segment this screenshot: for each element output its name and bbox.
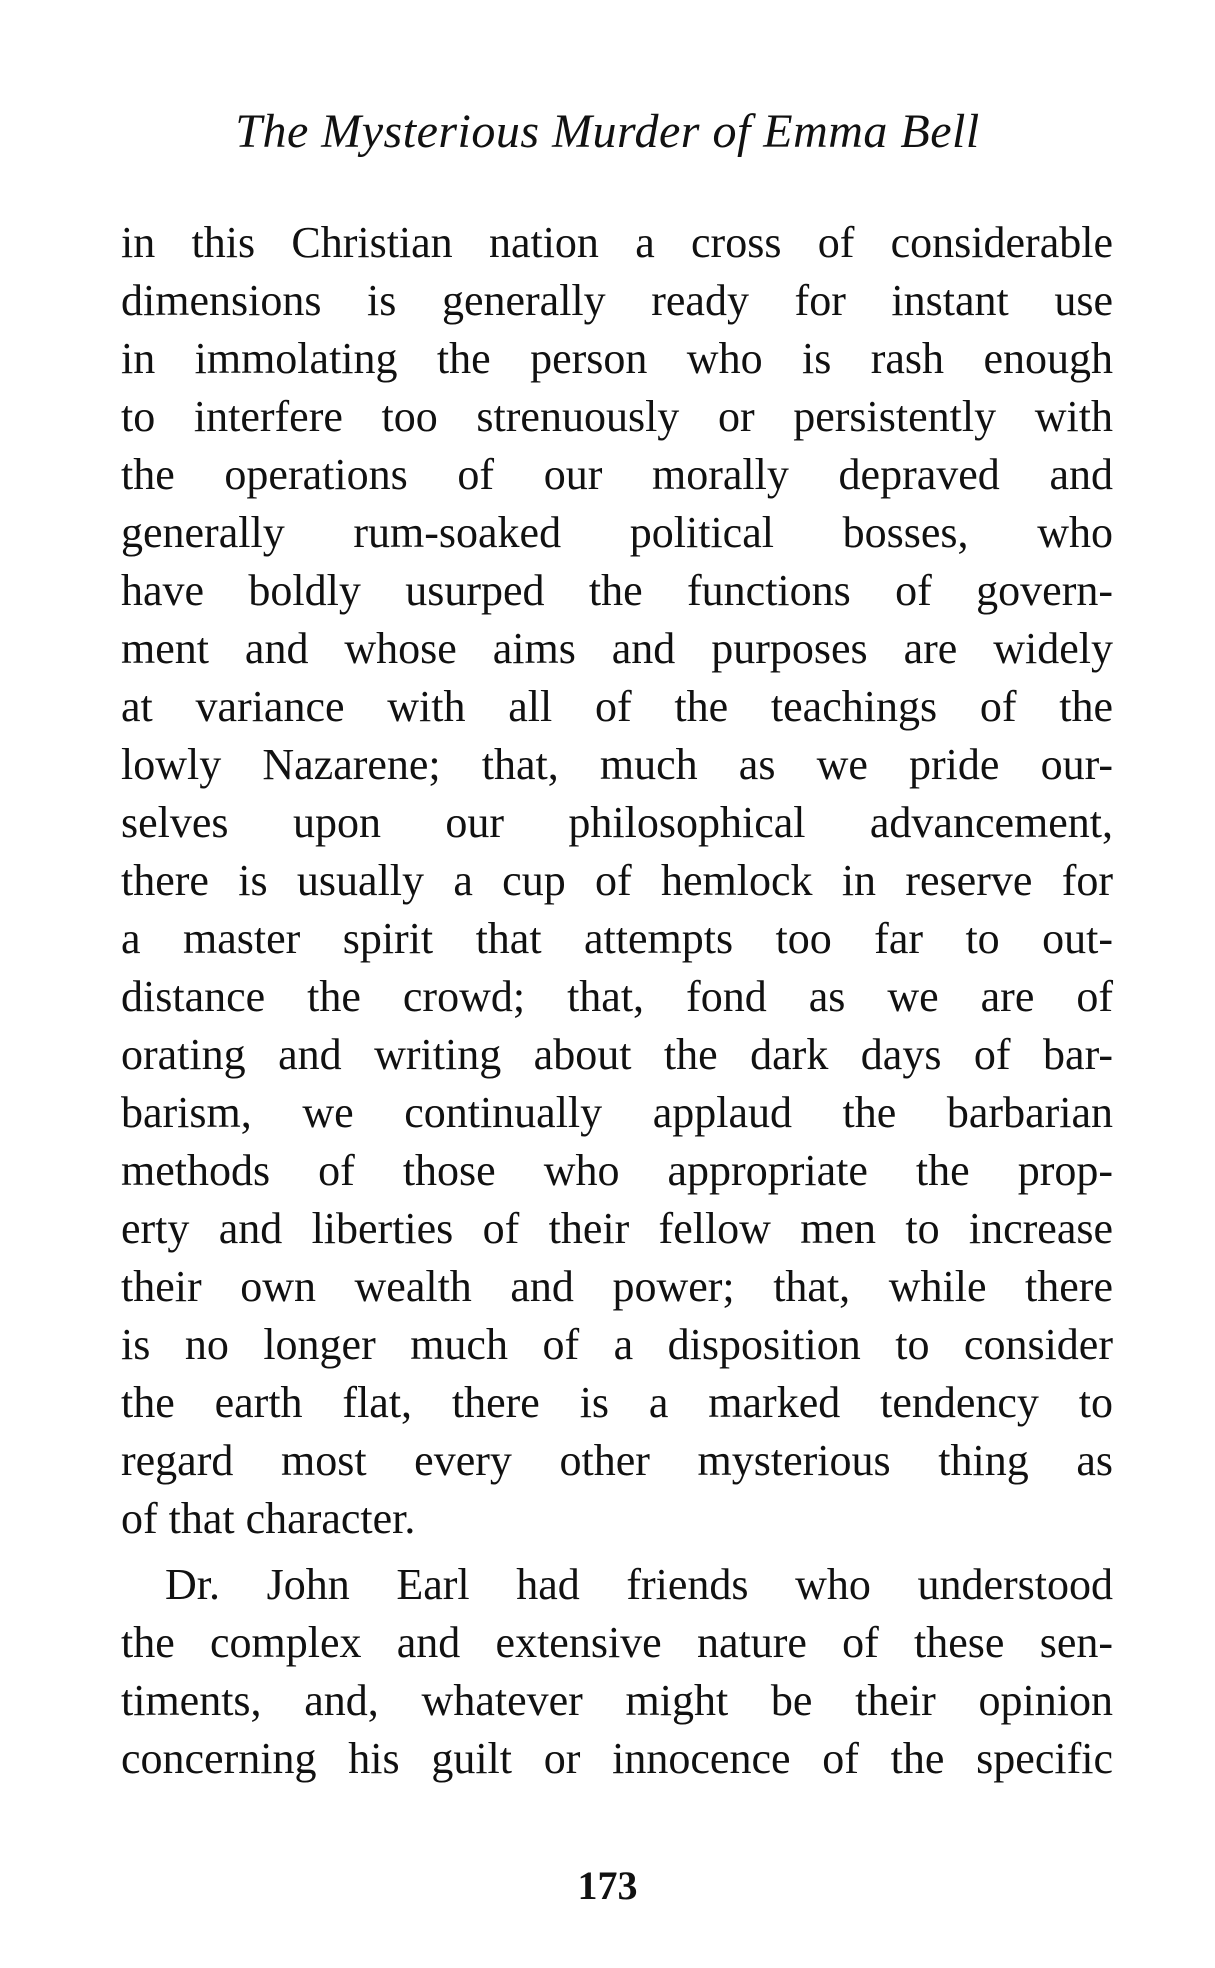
text-line: their own wealth and power; that, while there	[121, 1262, 1113, 1311]
text-line: to interfere too strenuously or persistently with	[121, 392, 1113, 441]
text-line: the complex and extensive nature of these sen-	[121, 1618, 1113, 1667]
text-line: at variance with all of the teachings of the	[121, 682, 1113, 731]
text-line: selves upon our philosophical advancement,	[121, 798, 1113, 847]
text-line: orating and writing about the dark days of bar-	[121, 1030, 1113, 1079]
text-line: generally rum-soaked political bosses, who	[121, 508, 1113, 557]
text-line: methods of those who appropriate the prop-	[121, 1146, 1113, 1195]
text-line: Dr. John Earl had friends who understood	[165, 1560, 1113, 1609]
text-line: regard most every other mysterious thing as	[121, 1436, 1113, 1485]
text-line: a master spirit that attempts too far to out-	[121, 914, 1113, 963]
text-line: the earth flat, there is a marked tendency to	[121, 1378, 1113, 1427]
text-line: in immolating the person who is rash enough	[121, 334, 1113, 383]
running-title: The Mysterious Murder of Emma Bell	[235, 105, 980, 158]
text-line: timents, and, whatever might be their opinion	[121, 1676, 1113, 1725]
text-line: in this Christian nation a cross of considerable	[121, 218, 1113, 267]
text-line: erty and liberties of their fellow men to increase	[121, 1204, 1113, 1253]
text-line: there is usually a cup of hemlock in reserve for	[121, 856, 1113, 905]
text-line: distance the crowd; that, fond as we are of	[121, 972, 1113, 1021]
text-line: barism, we continually applaud the barbarian	[121, 1088, 1113, 1137]
body-text	[121, 214, 1113, 1788]
page-number: 173	[577, 1863, 638, 1908]
text-line: lowly Nazarene; that, much as we pride our-	[121, 740, 1113, 789]
text-line: have boldly usurped the functions of govern-	[121, 566, 1113, 615]
text-line: is no longer much of a disposition to consider	[121, 1320, 1113, 1369]
paragraph-2	[121, 1556, 1113, 1788]
text-line: the operations of our morally depraved and	[121, 450, 1113, 499]
paragraph-1	[121, 214, 1113, 1548]
text-line: ment and whose aims and purposes are widely	[121, 624, 1113, 673]
text-line: dimensions is generally ready for instant use	[121, 276, 1113, 325]
text-line: concerning his guilt or innocence of the specific	[121, 1734, 1113, 1783]
paragraph-gap	[121, 1548, 1113, 1556]
text-line: of that character.	[121, 1494, 416, 1543]
